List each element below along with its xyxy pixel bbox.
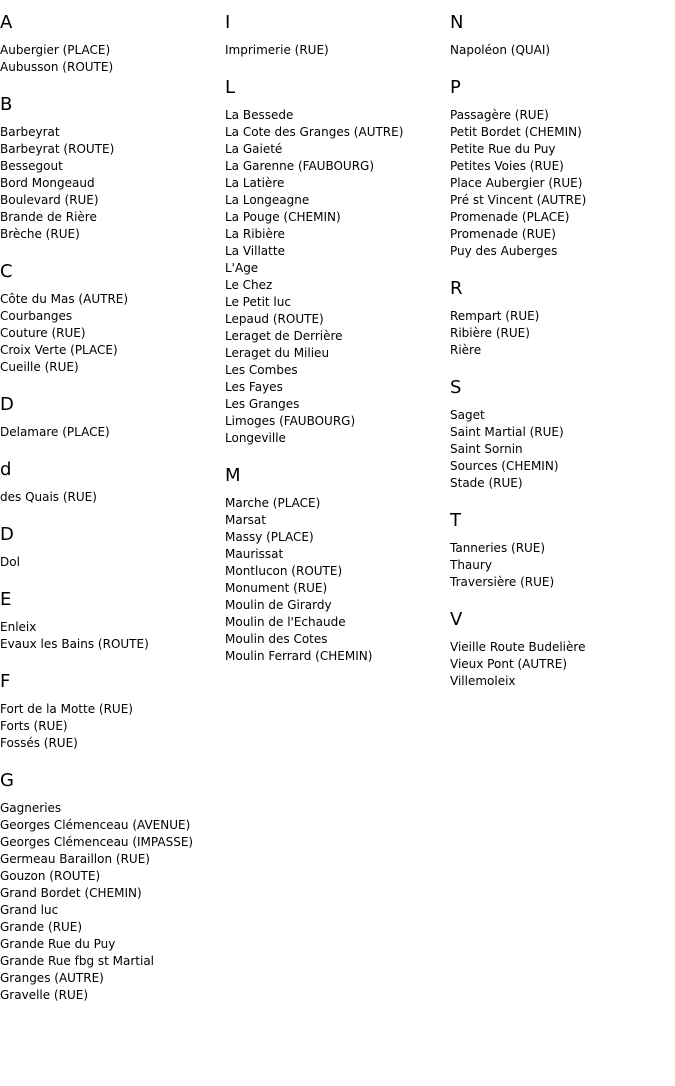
street-item: La Villatte	[225, 244, 285, 258]
street-list	[0, 42, 225, 76]
street-item: Georges Clémenceau (AVENUE)	[0, 818, 191, 832]
letter-heading: L	[225, 77, 236, 98]
street-item: Barbeyrat	[0, 125, 60, 139]
street-item: Brande de Rière	[0, 210, 97, 224]
index-column-2	[225, 0, 450, 683]
street-item: Stade (RUE)	[450, 476, 523, 490]
letter-group	[0, 261, 225, 376]
letter-group	[0, 394, 225, 441]
street-item: Massy (PLACE)	[225, 530, 314, 544]
letter-group	[225, 12, 450, 59]
street-item: Barbeyrat (ROUTE)	[0, 142, 115, 156]
street-item: La Longeagne	[225, 193, 310, 207]
street-list	[450, 407, 675, 492]
street-item: La Cote des Granges (AUTRE)	[225, 125, 404, 139]
street-item: Grande (RUE)	[0, 920, 83, 934]
street-list	[450, 540, 675, 591]
letter-group	[450, 77, 675, 260]
street-list	[225, 107, 450, 447]
letter-group	[450, 609, 675, 690]
index-column-3	[450, 0, 675, 708]
street-item: Boulevard (RUE)	[0, 193, 99, 207]
street-list	[450, 42, 675, 59]
street-item: Passagère (RUE)	[450, 108, 549, 122]
street-item: Fossés (RUE)	[0, 736, 78, 750]
street-list	[0, 489, 225, 506]
street-item: Promenade (PLACE)	[450, 210, 570, 224]
street-list	[450, 639, 675, 690]
street-item: Lepaud (ROUTE)	[225, 312, 324, 326]
street-item: Gouzon (ROUTE)	[0, 869, 101, 883]
street-item: Evaux les Bains (ROUTE)	[0, 637, 149, 651]
street-item: La Bessede	[225, 108, 294, 122]
letter-group	[225, 465, 450, 665]
street-item: Napoléon (QUAI)	[450, 43, 551, 57]
street-item: Longeville	[225, 431, 286, 445]
street-item: Saget	[450, 408, 485, 422]
index-column-1	[0, 0, 225, 1022]
street-item: Sources (CHEMIN)	[450, 459, 559, 473]
street-item: Le Chez	[225, 278, 273, 292]
letter-heading: D	[0, 524, 14, 545]
letter-heading: D	[0, 394, 14, 415]
letter-group	[0, 94, 225, 243]
street-item: Courbanges	[0, 309, 73, 323]
letter-group	[0, 589, 225, 653]
street-item: Place Aubergier (RUE)	[450, 176, 583, 190]
street-list	[0, 800, 225, 1004]
street-item: La Ribière	[225, 227, 285, 241]
street-item: Couture (RUE)	[0, 326, 86, 340]
street-item: La Latière	[225, 176, 285, 190]
street-item: Ribière (RUE)	[450, 326, 530, 340]
street-item: Petit Bordet (CHEMIN)	[450, 125, 582, 139]
street-item: Granges (AUTRE)	[0, 971, 104, 985]
street-item: Enleix	[0, 620, 37, 634]
street-list	[0, 554, 225, 571]
street-item: La Gaieté	[225, 142, 283, 156]
letter-heading: G	[0, 770, 14, 791]
street-list	[225, 495, 450, 665]
street-list	[0, 424, 225, 441]
street-list	[450, 107, 675, 260]
street-item: des Quais (RUE)	[0, 490, 97, 504]
street-item: Vieille Route Budelière	[450, 640, 586, 654]
street-item: Maurissat	[225, 547, 284, 561]
street-item: Traversière (RUE)	[450, 575, 555, 589]
street-item: Marsat	[225, 513, 266, 527]
street-item: Marche (PLACE)	[225, 496, 321, 510]
letter-heading: d	[0, 459, 12, 480]
letter-group	[0, 770, 225, 1004]
street-item: Limoges (FAUBOURG)	[225, 414, 356, 428]
letter-heading: F	[0, 671, 11, 692]
letter-heading: P	[450, 77, 461, 98]
letter-group	[450, 12, 675, 59]
street-item: Fort de la Motte (RUE)	[0, 702, 133, 716]
street-item: Côte du Mas (AUTRE)	[0, 292, 129, 306]
street-item: Tanneries (RUE)	[450, 541, 546, 555]
letter-heading: A	[0, 12, 13, 33]
street-item: Vieux Pont (AUTRE)	[450, 657, 568, 671]
street-item: Monument (RUE)	[225, 581, 328, 595]
street-item: Puy des Auberges	[450, 244, 558, 258]
letter-group	[450, 377, 675, 492]
letter-heading: R	[450, 278, 463, 299]
street-list	[0, 124, 225, 243]
letter-heading: N	[450, 12, 464, 33]
street-list	[0, 291, 225, 376]
street-item: Germeau Baraillon (RUE)	[0, 852, 150, 866]
letter-group	[450, 510, 675, 591]
street-item: Grand luc	[0, 903, 59, 917]
street-item: Moulin de Girardy	[225, 598, 332, 612]
street-item: Moulin Ferrard (CHEMIN)	[225, 649, 373, 663]
street-item: Leraget du Milieu	[225, 346, 330, 360]
street-item: Bord Mongeaud	[0, 176, 95, 190]
street-item: Thaury	[450, 558, 492, 572]
letter-heading: M	[225, 465, 241, 486]
street-list	[225, 42, 450, 59]
street-item: Aubergier (PLACE)	[0, 43, 111, 57]
street-item: Croix Verte (PLACE)	[0, 343, 118, 357]
street-item: Moulin de l'Echaude	[225, 615, 346, 629]
letter-heading: V	[450, 609, 463, 630]
street-item: Cueille (RUE)	[0, 360, 79, 374]
street-list	[0, 619, 225, 653]
street-item: Gravelle (RUE)	[0, 988, 89, 1002]
street-item: Villemoleix	[450, 674, 516, 688]
letter-group	[225, 77, 450, 447]
street-item: Rière	[450, 343, 482, 357]
street-item: Saint Martial (RUE)	[450, 425, 564, 439]
letter-group	[0, 671, 225, 752]
street-item: Saint Sornin	[450, 442, 523, 456]
letter-group	[0, 12, 225, 76]
letter-heading: B	[0, 94, 13, 115]
street-item: Bessegout	[0, 159, 63, 173]
street-item: Petite Rue du Puy	[450, 142, 556, 156]
letter-heading: T	[450, 510, 461, 531]
street-item: Delamare (PLACE)	[0, 425, 110, 439]
street-item: Aubusson (ROUTE)	[0, 60, 114, 74]
letter-heading: I	[225, 12, 231, 33]
letter-group	[0, 524, 225, 571]
street-item: Brèche (RUE)	[0, 227, 80, 241]
street-item: Rempart (RUE)	[450, 309, 540, 323]
street-item: Montlucon (ROUTE)	[225, 564, 343, 578]
street-item: Les Fayes	[225, 380, 283, 394]
letter-group	[450, 278, 675, 359]
street-item: Imprimerie (RUE)	[225, 43, 329, 57]
street-item: Moulin des Cotes	[225, 632, 328, 646]
street-item: Les Granges	[225, 397, 300, 411]
street-item: Promenade (RUE)	[450, 227, 556, 241]
street-item: Les Combes	[225, 363, 298, 377]
street-item: Pré st Vincent (AUTRE)	[450, 193, 587, 207]
street-item: Grande Rue fbg st Martial	[0, 954, 155, 968]
letter-group	[0, 459, 225, 506]
street-item: Grande Rue du Puy	[0, 937, 116, 951]
letter-heading: C	[0, 261, 13, 282]
street-item: Leraget de Derrière	[225, 329, 343, 343]
street-item: Petites Voies (RUE)	[450, 159, 564, 173]
street-item: Grand Bordet (CHEMIN)	[0, 886, 142, 900]
street-item: Georges Clémenceau (IMPASSE)	[0, 835, 194, 849]
letter-heading: E	[0, 589, 12, 610]
street-list	[450, 308, 675, 359]
street-item: Dol	[0, 555, 20, 569]
street-item: L'Age	[225, 261, 259, 275]
street-item: Forts (RUE)	[0, 719, 68, 733]
street-list	[0, 701, 225, 752]
street-item: La Garenne (FAUBOURG)	[225, 159, 375, 173]
letter-heading: S	[450, 377, 462, 398]
street-item: Gagneries	[0, 801, 62, 815]
street-item: Le Petit luc	[225, 295, 291, 309]
street-item: La Pouge (CHEMIN)	[225, 210, 341, 224]
